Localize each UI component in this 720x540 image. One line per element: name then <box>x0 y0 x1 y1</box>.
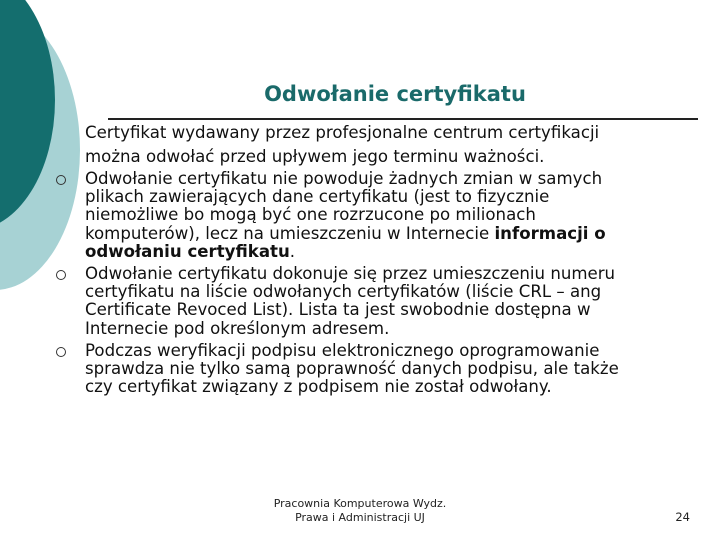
bullet-circle-icon <box>56 347 66 357</box>
intro-paragraph: Certyfikat wydawany przez profesjonalne centrum certyfikacji można odwołać przed upływem jego terminu ważności. <box>85 123 600 166</box>
bullet-item <box>56 170 646 261</box>
bullet-text-end: . <box>289 241 296 261</box>
bullet-item <box>56 265 646 338</box>
page-number: 24 <box>675 510 690 524</box>
footer-text <box>240 497 480 525</box>
bullet-circle-icon <box>56 270 66 280</box>
bullet-circle-icon <box>56 175 66 185</box>
bold-phrase: informacji o odwołaniu certyfikatu <box>85 223 606 261</box>
slide-title: Odwołanie certyfikatu <box>264 82 526 106</box>
bullet-text: Odwołanie certyfikatu nie powoduje żadnych zmian w samych plikach zawierających dane certyfikatu (jest to fizycznie niemożliwe bo mogą być one rozrzucone po milionach komputerów), lecz na umieszczeniu w Internecie <box>85 169 603 243</box>
bullet-item <box>56 342 646 397</box>
slide-body <box>56 121 646 400</box>
bullet-text: Odwołanie certyfikatu dokonuje się przez umieszczeniu numeru certyfikatu na liście odwołanych certyfikatów (liście CRL – ang Certificate Revoced List). Lista ta jest swobodnie dostępna w Internecie pod określonym adresem. <box>85 264 616 338</box>
footer-line-1: Pracownia Komputerowa Wydz. <box>273 497 447 510</box>
footer-line-2: Prawa i Administracji UJ <box>295 511 425 524</box>
bullet-text: Podczas weryfikacji podpisu elektronicznego oprogramowanie sprawdza nie tylko samą poprawność danych podpisu, ale także czy certyfikat związany z podpisem nie został odwołany. <box>85 340 619 397</box>
title-underline <box>108 118 698 120</box>
